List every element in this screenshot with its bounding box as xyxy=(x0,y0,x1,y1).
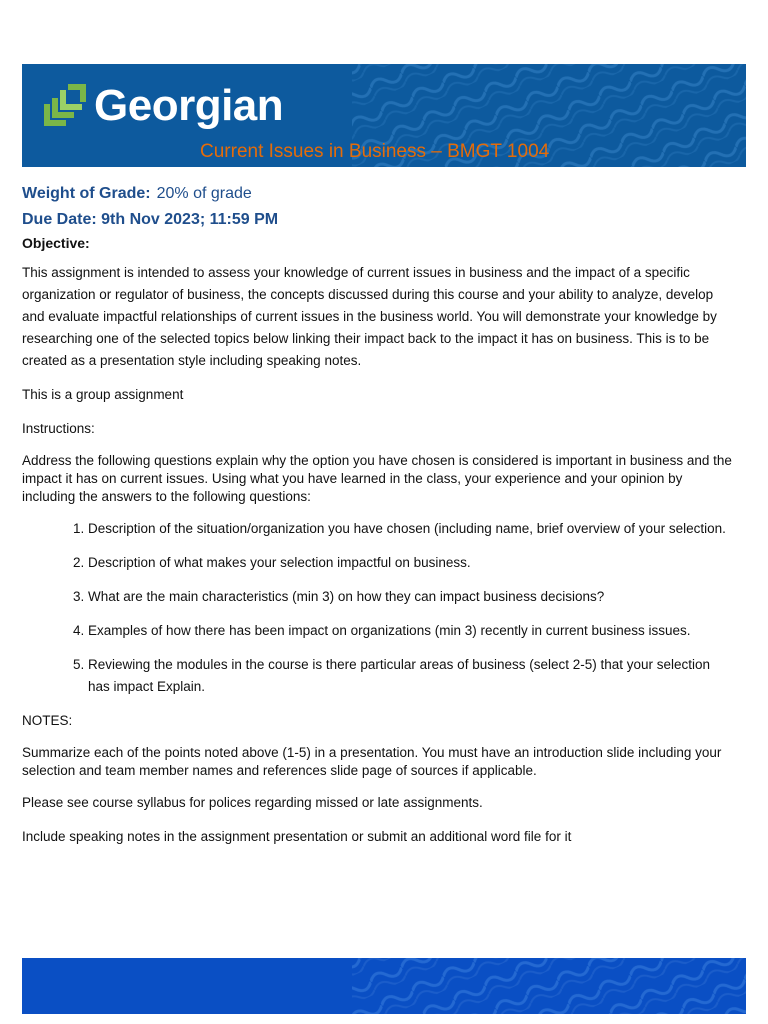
header-banner xyxy=(22,64,746,167)
logo-wordmark: Georgian xyxy=(94,81,284,130)
list-item: 3. What are the main characteristics (min 3) on how they can impact business decisions? xyxy=(88,586,732,608)
questions-list xyxy=(22,518,732,698)
footer-banner xyxy=(22,958,746,1014)
notes-heading: NOTES: xyxy=(22,713,73,728)
list-item: 5. Reviewing the modules in the course is there particular areas of business (select 2-5) that your selection has impact Explain. xyxy=(88,654,732,698)
georgian-logo xyxy=(40,82,283,130)
weight-of-grade xyxy=(22,182,732,206)
weight-label: Weight of Grade: xyxy=(22,185,151,202)
georgian-logo-icon xyxy=(40,82,88,130)
group-paragraph: This is a group assignment xyxy=(22,387,184,402)
course-title: Current Issues in Business – BMGT 1004 xyxy=(200,141,550,162)
due-date-text: Due Date: 9th Nov 2023; 11:59 PM xyxy=(22,211,279,228)
list-item: 2. Description of what makes your selection impactful on business. xyxy=(88,552,732,574)
notes-speaking: Include speaking notes in the assignment presentation or submit an additional word file for it xyxy=(22,829,572,844)
list-item: 4. Examples of how there has been impact on organizations (min 3) recently in current business issues. xyxy=(88,620,732,642)
weight-value: 20% of grade xyxy=(156,185,252,202)
due-date xyxy=(22,208,732,232)
footer-pattern xyxy=(22,958,746,1014)
instructions-heading: Instructions: xyxy=(22,421,95,436)
notes-summarize: Summarize each of the points noted above (1-5) in a presentation. You must have an introduction slide including your selection and team member names and references slide page of sources if applicable. xyxy=(22,745,722,778)
notes-syllabus: Please see course syllabus for polices regarding missed or late assignments. xyxy=(22,795,483,810)
intro-paragraph: This assignment is intended to assess your knowledge of current issues in business and the impact of a specific organization or regulator of business, the concepts discussed during this course and your ability to analyze, develop and evaluate impactful relationships of current issues in the business world. You will demonstrate your knowledge by researching one of the selected topics below linking their impact back to the impact it has on business. This is to be created as a presentation style including speaking notes. xyxy=(22,265,717,368)
document-body xyxy=(22,182,732,860)
objective-heading: Objective: xyxy=(22,235,90,251)
address-paragraph: Address the following questions explain why the option you have chosen is considered is important in business and the impact it has on current issues. Using what you have learned in the class, your experience and your opinion by including the answers to the following questions: xyxy=(22,453,732,504)
list-item: 1. Description of the situation/organization you have chosen (including name, brief overview of your selection. xyxy=(88,518,732,540)
